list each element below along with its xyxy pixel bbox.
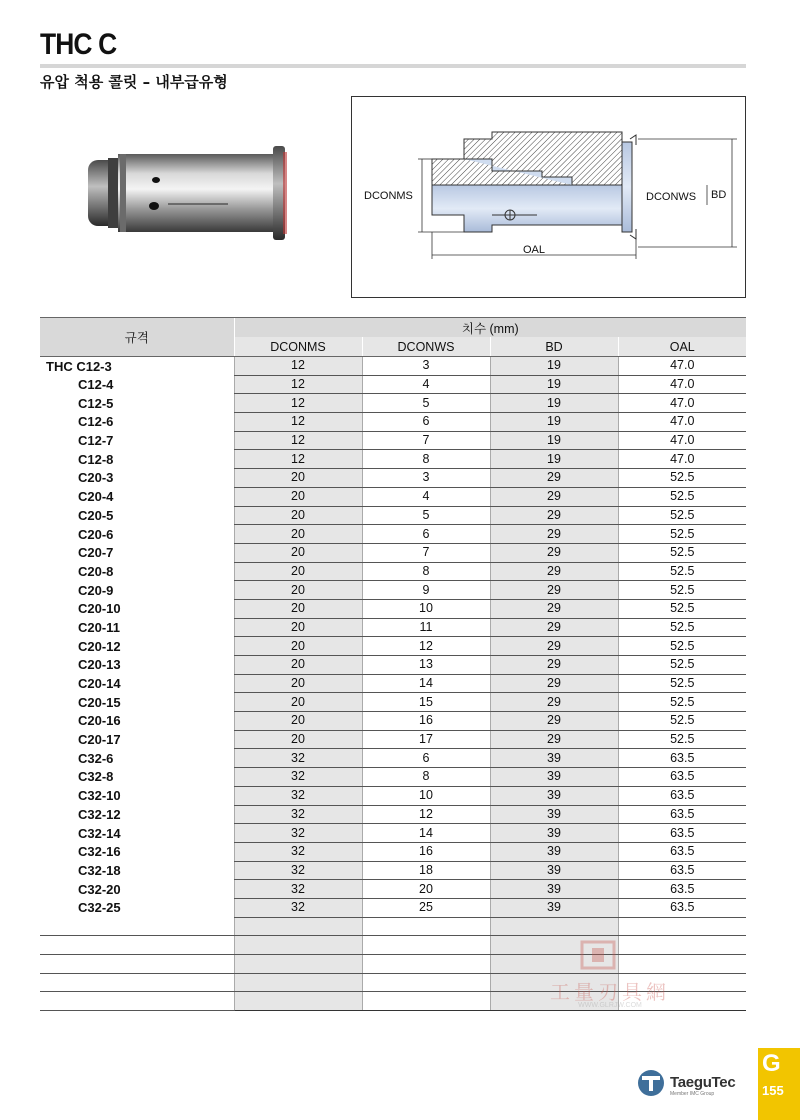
table-row — [40, 768, 746, 787]
watermark-logo-icon — [580, 940, 616, 970]
cell-bd: 29 — [490, 543, 618, 562]
cell-dconws: 8 — [362, 450, 490, 469]
cell-oal: 52.5 — [618, 599, 746, 618]
row-spec-name — [40, 431, 234, 450]
cell-bd: 39 — [490, 898, 618, 917]
row-spec-name — [40, 955, 234, 974]
row-spec-name-text: C32-16 — [78, 844, 121, 860]
table-row — [40, 898, 746, 917]
cell-dconms: 32 — [234, 898, 362, 917]
cell-oal: 52.5 — [618, 487, 746, 506]
row-spec-name — [40, 506, 234, 525]
cell-oal: 52.5 — [618, 712, 746, 731]
cell-dconws: 14 — [362, 824, 490, 843]
cell-bd: 29 — [490, 525, 618, 544]
table-row — [40, 525, 746, 544]
watermark — [540, 940, 680, 1020]
table-row — [40, 599, 746, 618]
cell-oal: 52.5 — [618, 656, 746, 675]
row-spec-name-text: C20-8 — [78, 563, 114, 579]
row-spec-name-text: C12-5 — [78, 395, 114, 411]
collet-photo — [78, 140, 298, 250]
row-spec-name-text: C12-6 — [78, 414, 114, 430]
row-spec-name — [40, 898, 234, 917]
row-spec-name — [40, 637, 234, 656]
cell-bd: 39 — [490, 824, 618, 843]
cell-dconms: 20 — [234, 506, 362, 525]
row-spec-name-text: C32-10 — [78, 788, 121, 804]
cell-oal: 52.5 — [618, 581, 746, 600]
row-spec-name — [40, 693, 234, 712]
dimension-header: 치수 (mm) — [234, 318, 746, 338]
table-row — [40, 581, 746, 600]
cell-dconws: 13 — [362, 656, 490, 675]
row-spec-name — [40, 824, 234, 843]
row-spec-name — [40, 375, 234, 394]
row-spec-name — [40, 749, 234, 768]
cell-bd: 29 — [490, 656, 618, 675]
cell-dconms: 12 — [234, 450, 362, 469]
cell-oal: 63.5 — [618, 824, 746, 843]
title-rule — [40, 64, 746, 68]
cell-bd: 39 — [490, 805, 618, 824]
cell-oal: 52.5 — [618, 730, 746, 749]
table-row — [40, 450, 746, 469]
cell-dconms: 20 — [234, 730, 362, 749]
column-header-dconws: DCONWS — [362, 337, 490, 357]
table-row — [40, 375, 746, 394]
cell-dconms: 20 — [234, 637, 362, 656]
cell-oal: 63.5 — [618, 880, 746, 899]
row-spec-name — [40, 712, 234, 731]
cell-dconms: 20 — [234, 674, 362, 693]
collet-section-diagram — [351, 96, 746, 298]
cell-dconms: 32 — [234, 842, 362, 861]
cell-bd: 29 — [490, 674, 618, 693]
cell-bd: 19 — [490, 394, 618, 413]
table-row — [40, 543, 746, 562]
cell-dconws: 5 — [362, 394, 490, 413]
row-spec-name-text: C32-8 — [78, 769, 114, 785]
cell-dconws: 16 — [362, 842, 490, 861]
row-spec-name-text: C12-4 — [78, 377, 114, 393]
taegutec-logo-icon — [636, 1068, 666, 1098]
cell-dconms — [234, 955, 362, 974]
cell-dconws — [362, 992, 490, 1011]
cell-dconms: 12 — [234, 394, 362, 413]
cell-bd: 29 — [490, 618, 618, 637]
cell-oal: 63.5 — [618, 786, 746, 805]
row-spec-name — [40, 525, 234, 544]
cell-dconms: 20 — [234, 656, 362, 675]
table-row — [40, 431, 746, 450]
cell-dconws: 6 — [362, 525, 490, 544]
cell-bd: 29 — [490, 599, 618, 618]
cell-oal: 52.5 — [618, 674, 746, 693]
cell-dconms: 32 — [234, 749, 362, 768]
cell-dconws: 18 — [362, 861, 490, 880]
cell-bd: 29 — [490, 581, 618, 600]
cell-bd: 39 — [490, 768, 618, 787]
row-spec-name — [40, 487, 234, 506]
table-row — [40, 394, 746, 413]
row-spec-name-text: THC C12-3 — [46, 358, 112, 374]
cell-dconws: 5 — [362, 506, 490, 525]
cell-oal: 52.5 — [618, 469, 746, 488]
cell-dconws: 25 — [362, 898, 490, 917]
row-spec-name-text: C20-12 — [78, 638, 121, 654]
cell-oal: 63.5 — [618, 861, 746, 880]
cell-oal: 47.0 — [618, 394, 746, 413]
cell-bd: 29 — [490, 637, 618, 656]
table-row — [40, 749, 746, 768]
watermark-url: WWW.GLRJW.COM — [578, 1002, 642, 1009]
row-spec-name-text: C20-7 — [78, 545, 114, 561]
row-spec-name — [40, 842, 234, 861]
page-title: THC C — [40, 28, 117, 61]
table-row — [40, 842, 746, 861]
cell-dconws: 6 — [362, 413, 490, 432]
cell-bd: 29 — [490, 506, 618, 525]
table-row — [40, 656, 746, 675]
cell-dconws: 17 — [362, 730, 490, 749]
row-spec-name-text: C12-8 — [78, 451, 114, 467]
dconms-label: DCONMS — [364, 190, 413, 202]
cell-dconms: 32 — [234, 824, 362, 843]
table-row — [40, 730, 746, 749]
cell-oal: 47.0 — [618, 431, 746, 450]
cell-oal: 52.5 — [618, 525, 746, 544]
row-spec-name-text: C20-11 — [78, 619, 120, 635]
row-spec-name — [40, 543, 234, 562]
page-subtitle: 유압 척용 콜릿 – 내부급유형 — [40, 73, 228, 91]
table-row — [40, 506, 746, 525]
spec-table — [40, 317, 746, 1011]
cell-dconws: 8 — [362, 768, 490, 787]
table-row — [40, 618, 746, 637]
cell-oal: 63.5 — [618, 749, 746, 768]
cell-dconws: 4 — [362, 487, 490, 506]
cell-dconws: 10 — [362, 599, 490, 618]
cell-dconws: 15 — [362, 693, 490, 712]
table-row — [40, 637, 746, 656]
cell-bd — [490, 917, 618, 936]
row-spec-name-text: C20-4 — [78, 489, 114, 505]
brand-name: TaeguTec — [670, 1074, 736, 1091]
row-spec-name — [40, 674, 234, 693]
cell-dconms: 32 — [234, 880, 362, 899]
cell-bd: 19 — [490, 413, 618, 432]
cell-dconws: 10 — [362, 786, 490, 805]
cell-oal: 52.5 — [618, 637, 746, 656]
spec-table-body — [40, 357, 746, 1011]
row-spec-name — [40, 917, 234, 936]
brand-logo — [636, 1068, 756, 1098]
cell-dconms: 20 — [234, 693, 362, 712]
cell-oal — [618, 917, 746, 936]
row-spec-name-text: C20-17 — [78, 732, 121, 748]
cell-dconms: 20 — [234, 487, 362, 506]
row-spec-name-text: C20-16 — [78, 713, 121, 729]
cell-dconws — [362, 955, 490, 974]
row-spec-name-text: C20-10 — [78, 601, 121, 617]
row-spec-name-text: C32-12 — [78, 806, 121, 822]
cell-bd: 29 — [490, 487, 618, 506]
row-spec-name — [40, 880, 234, 899]
cell-bd: 29 — [490, 562, 618, 581]
row-spec-name — [40, 656, 234, 675]
column-header-bd: BD — [490, 337, 618, 357]
cell-dconws: 9 — [362, 581, 490, 600]
cell-bd: 39 — [490, 880, 618, 899]
row-spec-name — [40, 394, 234, 413]
cell-dconws: 3 — [362, 357, 490, 376]
row-spec-name-text: C32-25 — [78, 900, 121, 916]
column-header-oal: OAL — [618, 337, 746, 357]
cell-dconws: 4 — [362, 375, 490, 394]
cell-bd: 29 — [490, 712, 618, 731]
cell-dconws: 6 — [362, 749, 490, 768]
cell-dconms — [234, 992, 362, 1011]
cell-dconws: 3 — [362, 469, 490, 488]
row-spec-name — [40, 786, 234, 805]
cell-dconms: 32 — [234, 768, 362, 787]
row-spec-name-text: C20-3 — [78, 470, 114, 486]
dconws-label: DCONWS — [646, 191, 697, 203]
table-row — [40, 917, 746, 936]
row-spec-name-text: C20-13 — [78, 657, 121, 673]
row-spec-name-text: C32-14 — [78, 825, 121, 841]
row-spec-name — [40, 599, 234, 618]
cell-dconms: 20 — [234, 618, 362, 637]
cell-oal: 52.5 — [618, 562, 746, 581]
cell-dconws: 7 — [362, 431, 490, 450]
row-spec-name-text: C32-18 — [78, 862, 121, 878]
row-spec-name — [40, 469, 234, 488]
cell-oal: 52.5 — [618, 543, 746, 562]
row-spec-name — [40, 768, 234, 787]
cell-dconms: 20 — [234, 469, 362, 488]
cell-dconms: 12 — [234, 413, 362, 432]
cell-dconws: 11 — [362, 618, 490, 637]
cell-oal: 63.5 — [618, 842, 746, 861]
row-spec-name — [40, 992, 234, 1011]
cell-dconms: 32 — [234, 786, 362, 805]
cell-oal: 63.5 — [618, 805, 746, 824]
cell-bd: 29 — [490, 469, 618, 488]
row-spec-name — [40, 861, 234, 880]
cell-dconms: 12 — [234, 357, 362, 376]
table-row — [40, 805, 746, 824]
cell-dconws — [362, 936, 490, 955]
row-spec-name-text: C20-6 — [78, 526, 114, 542]
cell-dconws: 12 — [362, 637, 490, 656]
row-spec-name — [40, 618, 234, 637]
table-row — [40, 786, 746, 805]
cell-oal: 47.0 — [618, 375, 746, 394]
cell-oal: 63.5 — [618, 768, 746, 787]
table-row — [40, 674, 746, 693]
watermark-text: 工量刃具網 — [550, 980, 670, 1004]
row-spec-name-text: C20-15 — [78, 694, 121, 710]
row-spec-name — [40, 413, 234, 432]
row-spec-name — [40, 357, 234, 376]
brand-tagline: Member IMC Group — [670, 1091, 715, 1097]
cell-dconws: 12 — [362, 805, 490, 824]
row-spec-name-text: C20-5 — [78, 507, 114, 523]
row-spec-name-text: C20-9 — [78, 582, 114, 598]
cell-dconms: 12 — [234, 375, 362, 394]
cell-bd: 39 — [490, 786, 618, 805]
cell-bd: 19 — [490, 375, 618, 394]
cell-oal: 52.5 — [618, 618, 746, 637]
cell-dconms: 20 — [234, 543, 362, 562]
cell-bd: 19 — [490, 431, 618, 450]
section-tab — [758, 1048, 800, 1120]
row-spec-name — [40, 936, 234, 955]
table-row — [40, 413, 746, 432]
table-row — [40, 469, 746, 488]
cell-dconms: 32 — [234, 805, 362, 824]
cell-dconws: 8 — [362, 562, 490, 581]
cell-bd: 39 — [490, 861, 618, 880]
section-letter: G — [762, 1050, 781, 1077]
cell-bd: 19 — [490, 450, 618, 469]
table-row — [40, 487, 746, 506]
cell-dconms: 20 — [234, 525, 362, 544]
cell-oal: 52.5 — [618, 506, 746, 525]
row-spec-name-text: C20-14 — [78, 676, 121, 692]
column-header-dconms: DCONMS — [234, 337, 362, 357]
cell-oal: 63.5 — [618, 898, 746, 917]
table-row — [40, 861, 746, 880]
table-row — [40, 562, 746, 581]
cell-dconms — [234, 973, 362, 992]
table-row — [40, 824, 746, 843]
bd-label: BD — [711, 189, 727, 201]
cell-dconws — [362, 917, 490, 936]
cell-dconms: 20 — [234, 562, 362, 581]
cell-oal: 47.0 — [618, 357, 746, 376]
cell-oal: 47.0 — [618, 413, 746, 432]
row-spec-name-text: C32-6 — [78, 750, 114, 766]
cell-bd: 39 — [490, 749, 618, 768]
row-spec-name-text: C12-7 — [78, 433, 114, 449]
row-spec-name — [40, 581, 234, 600]
cell-bd: 39 — [490, 842, 618, 861]
spec-header: 규격 — [40, 318, 234, 357]
cell-bd: 29 — [490, 730, 618, 749]
cell-dconms: 20 — [234, 581, 362, 600]
table-row — [40, 880, 746, 899]
row-spec-name — [40, 562, 234, 581]
row-spec-name — [40, 450, 234, 469]
cell-oal: 47.0 — [618, 450, 746, 469]
row-spec-name-text: C32-20 — [78, 881, 121, 897]
oal-label: OAL — [523, 244, 546, 256]
row-spec-name — [40, 730, 234, 749]
table-row — [40, 357, 746, 376]
cell-dconws: 16 — [362, 712, 490, 731]
cell-dconms: 20 — [234, 599, 362, 618]
cell-dconws: 7 — [362, 543, 490, 562]
cell-dconws: 14 — [362, 674, 490, 693]
table-row — [40, 693, 746, 712]
cell-dconws — [362, 973, 490, 992]
cell-oal: 52.5 — [618, 693, 746, 712]
page-number: 155 — [762, 1083, 784, 1098]
cell-dconms: 12 — [234, 431, 362, 450]
row-spec-name — [40, 973, 234, 992]
cell-dconms: 20 — [234, 712, 362, 731]
cell-dconms — [234, 917, 362, 936]
cell-dconws: 20 — [362, 880, 490, 899]
cell-bd: 19 — [490, 357, 618, 376]
table-row — [40, 712, 746, 731]
cell-dconms: 32 — [234, 861, 362, 880]
row-spec-name — [40, 805, 234, 824]
cell-bd: 29 — [490, 693, 618, 712]
cell-dconms — [234, 936, 362, 955]
